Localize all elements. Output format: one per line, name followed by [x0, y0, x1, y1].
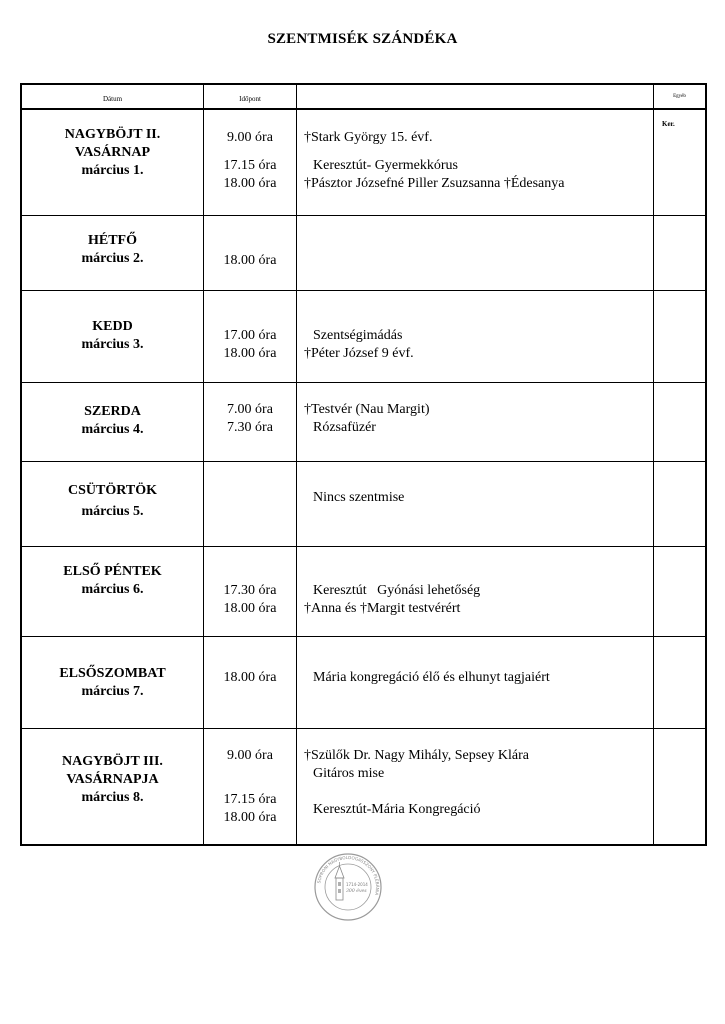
day-name: VASÁRNAPJA: [66, 772, 159, 787]
table-row: [22, 382, 705, 462]
intention-text: Keresztút-Mária Kongregáció: [313, 802, 481, 817]
table-row: [22, 108, 705, 216]
day-date: március 2.: [81, 251, 144, 266]
intention-text: †Pásztor Józsefné Piller Zsuzsanna †Édesanya: [304, 176, 565, 191]
time-cell: [204, 129, 296, 193]
table-row: [22, 546, 705, 637]
time-value: 9.00 óra: [227, 748, 273, 763]
time-value: 7.00 óra: [227, 402, 273, 417]
table-row: [22, 290, 705, 383]
day-cell: [22, 563, 203, 599]
day-date: március 1.: [81, 163, 144, 178]
day-date: március 5.: [81, 504, 144, 519]
intention-cell: [304, 747, 654, 819]
header-date: Dátum: [102, 95, 123, 103]
time-value: 9.00 óra: [227, 130, 273, 145]
day-name: ELSŐSZOMBAT: [59, 666, 166, 681]
intention-cell: [304, 327, 654, 363]
day-name: KEDD: [92, 319, 133, 334]
day-name: CSÜTÖRTÖK: [68, 483, 157, 498]
ker-label: Ker.: [662, 120, 675, 128]
seal-ring-text: SOPRONI NAGYBOLDOGASSZONY PLÉBÁNIA: [316, 854, 381, 896]
intention-cell: [304, 489, 654, 507]
intention-text: Nincs szentmise: [313, 490, 405, 505]
day-date: március 8.: [81, 790, 144, 805]
intention-text: Szentségimádás: [313, 328, 403, 343]
table-row: [22, 461, 705, 547]
time-value: 18.00 óra: [223, 346, 277, 361]
intention-text: Gitáros mise: [313, 766, 385, 781]
day-cell: [22, 126, 203, 180]
time-value: 18.00 óra: [223, 176, 277, 191]
parish-seal-stamp: [313, 852, 383, 922]
day-name: VASÁRNAP: [74, 145, 151, 160]
table-header: [22, 85, 705, 110]
intention-cell: [304, 401, 654, 437]
day-cell: [22, 482, 203, 521]
day-name: ELSŐ PÉNTEK: [63, 564, 162, 579]
seal-years: 1714-2014: [346, 882, 368, 887]
day-date: március 3.: [81, 337, 144, 352]
time-value: 18.00 óra: [223, 670, 277, 685]
intention-text: Mária kongregáció élő és elhunyt tagjaiért: [313, 670, 550, 685]
time-value: 17.15 óra: [223, 792, 277, 807]
time-cell: [204, 747, 296, 827]
intention-text: Keresztút Gyónási lehetőség: [313, 583, 481, 598]
time-value: 7.30 óra: [227, 420, 273, 435]
time-value: 17.15 óra: [223, 158, 277, 173]
time-value: 18.00 óra: [223, 810, 277, 825]
intention-text: †Anna és †Margit testvérért: [304, 601, 461, 616]
intention-text: †Stark György 15. évf.: [304, 130, 433, 145]
mass-schedule-table: [20, 83, 707, 846]
day-name: SZERDA: [84, 404, 141, 419]
intention-text: †Testvér (Nau Margit): [304, 402, 430, 417]
day-cell: [22, 665, 203, 701]
day-cell: [22, 318, 203, 354]
table-row: [22, 728, 705, 844]
day-name: NAGYBÖJT III.: [62, 754, 163, 769]
day-name: HÉTFŐ: [87, 233, 137, 248]
time-cell: [204, 669, 296, 687]
intention-cell: [304, 582, 654, 618]
intention-text: †Péter József 9 évf.: [304, 346, 414, 361]
time-cell: [204, 327, 296, 363]
day-date: március 6.: [81, 582, 144, 597]
day-cell: [22, 232, 203, 268]
intention-cell: [304, 669, 654, 687]
page-title: SZENTMISÉK SZÁNDÉKA: [267, 31, 458, 47]
day-date: március 4.: [81, 422, 144, 437]
day-date: március 7.: [81, 684, 144, 699]
time-value: 18.00 óra: [223, 601, 277, 616]
time-value: 17.30 óra: [223, 583, 277, 598]
time-cell: [204, 401, 296, 437]
intention-text: †Szülők Dr. Nagy Mihály, Sepsey Klára: [304, 748, 529, 763]
time-value: 18.00 óra: [223, 253, 277, 268]
time-cell: [204, 582, 296, 618]
day-name: NAGYBÖJT II.: [64, 127, 161, 142]
intention-cell: [304, 129, 654, 193]
table-row: [22, 215, 705, 291]
time-cell: [204, 252, 296, 270]
table-row: [22, 636, 705, 729]
header-other: Egyéb: [673, 94, 686, 99]
header-time: Időpont: [239, 95, 261, 103]
intention-text: Keresztút- Gyermekkórus: [313, 158, 459, 173]
intention-text: Rózsafüzér: [313, 420, 376, 435]
time-value: 17.00 óra: [223, 328, 277, 343]
seal-icon: [313, 852, 383, 922]
day-cell: [22, 403, 203, 439]
day-cell: [22, 753, 203, 807]
header-intention: [297, 85, 653, 108]
seal-anniversary: 300 éves: [346, 889, 367, 894]
